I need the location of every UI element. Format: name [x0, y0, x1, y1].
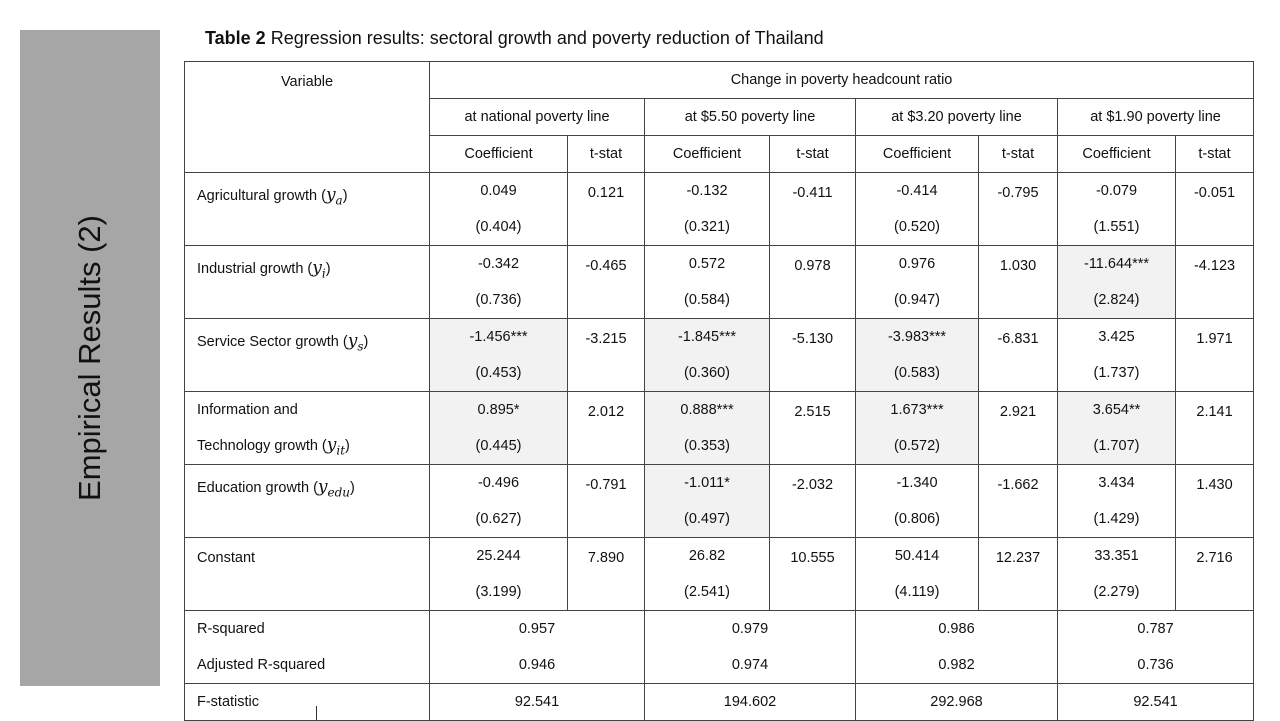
variable-label: Technology growth $(y_{it})$	[185, 428, 430, 465]
stderr-cell: (0.497)	[645, 501, 770, 538]
tstat-cell: 0.121	[568, 173, 645, 246]
stat-value: 292.968	[856, 684, 1058, 721]
stderr-cell: (0.584)	[645, 282, 770, 319]
tstat-cell: -6.831	[979, 319, 1058, 392]
table-row	[185, 246, 1254, 283]
stderr-cell: (0.360)	[645, 355, 770, 392]
coefficient-cell: 0.572	[645, 246, 770, 283]
table-row	[185, 538, 1254, 575]
stat-value: 92.541	[430, 684, 645, 721]
coefficient-header: Coefficient	[856, 136, 979, 173]
variable-symbol: $y_i$	[312, 258, 326, 281]
stderr-cell: (0.583)	[856, 355, 979, 392]
stderr-cell: (1.707)	[1058, 428, 1176, 465]
stat-row	[185, 611, 1254, 648]
coefficient-header: Coefficient	[1058, 136, 1176, 173]
stat-value: 0.736	[1058, 647, 1254, 684]
coefficient-header: Coefficient	[430, 136, 568, 173]
tstat-cell: -1.662	[979, 465, 1058, 538]
variable-symbol: $y_s$	[347, 331, 364, 354]
table-row-se	[185, 428, 1254, 465]
tstat-cell: 1.030	[979, 246, 1058, 319]
stat-value: 0.982	[856, 647, 1058, 684]
stderr-cell: (0.404)	[430, 209, 568, 246]
tstat-cell: 7.890	[568, 538, 645, 611]
poverty-line-header: at $5.50 poverty line	[645, 99, 856, 136]
coefficient-cell: 0.976	[856, 246, 979, 283]
coefficient-cell: -0.079	[1058, 173, 1176, 210]
table-row	[185, 173, 1254, 210]
tstat-cell: -0.411	[770, 173, 856, 246]
group-header: Change in poverty headcount ratio	[430, 62, 1254, 99]
variable-label: Agricultural growth $(y_a)$	[185, 173, 430, 246]
variable-header: Variable	[185, 62, 430, 173]
tstat-cell: 12.237	[979, 538, 1058, 611]
table-row	[185, 319, 1254, 356]
variable-label: Industrial growth $(y_i)$	[185, 246, 430, 319]
tstat-cell: 1.971	[1176, 319, 1254, 392]
tstat-cell: -0.795	[979, 173, 1058, 246]
stderr-cell: (0.520)	[856, 209, 979, 246]
coefficient-cell: 33.351	[1058, 538, 1176, 575]
stderr-cell: (1.429)	[1058, 501, 1176, 538]
stat-value: 0.979	[645, 611, 856, 648]
poverty-line-header: at national poverty line	[430, 99, 645, 136]
variable-symbol: $y_a$	[325, 185, 343, 208]
table-row	[185, 392, 1254, 429]
stat-value: 0.974	[645, 647, 856, 684]
tstat-cell: 10.555	[770, 538, 856, 611]
stderr-cell: (1.737)	[1058, 355, 1176, 392]
regression-table	[184, 61, 1254, 721]
coefficient-cell: 0.895*	[430, 392, 568, 429]
tstat-cell: -2.032	[770, 465, 856, 538]
caption-label: Table 2	[205, 28, 266, 48]
stat-label: F-statistic	[185, 684, 430, 721]
variable-label: Education growth $(y_{edu})$	[185, 465, 430, 538]
stderr-cell: (4.119)	[856, 574, 979, 611]
coefficient-cell: 3.425	[1058, 319, 1176, 356]
poverty-line-header: at $3.20 poverty line	[856, 99, 1058, 136]
stat-value: 92.541	[1058, 684, 1254, 721]
stat-value: 0.787	[1058, 611, 1254, 648]
stat-value: 194.602	[645, 684, 856, 721]
stderr-cell: (0.321)	[645, 209, 770, 246]
tstat-cell: 2.921	[979, 392, 1058, 465]
stderr-cell: (0.453)	[430, 355, 568, 392]
stderr-cell: (0.445)	[430, 428, 568, 465]
coefficient-cell: 25.244	[430, 538, 568, 575]
tstat-cell: -4.123	[1176, 246, 1254, 319]
table-caption	[205, 28, 824, 49]
coefficient-cell: 0.888***	[645, 392, 770, 429]
coefficient-cell: -0.496	[430, 465, 568, 502]
coefficient-cell: -0.414	[856, 173, 979, 210]
coefficient-cell: 0.049	[430, 173, 568, 210]
stderr-cell: (0.572)	[856, 428, 979, 465]
stat-label: R-squared	[185, 611, 430, 648]
coefficient-cell: -1.845***	[645, 319, 770, 356]
coefficient-cell: -0.132	[645, 173, 770, 210]
coefficient-cell: -3.983***	[856, 319, 979, 356]
caption-text: Regression results: sectoral growth and poverty reduction of Thailand	[265, 28, 824, 48]
stat-value: 0.957	[430, 611, 645, 648]
tstat-cell: 0.978	[770, 246, 856, 319]
tstat-cell: -0.791	[568, 465, 645, 538]
coefficient-header: Coefficient	[645, 136, 770, 173]
coefficient-cell: 50.414	[856, 538, 979, 575]
tstat-cell: -3.215	[568, 319, 645, 392]
header-row	[185, 62, 1254, 99]
tstat-cell: 2.141	[1176, 392, 1254, 465]
variable-symbol: $y_{edu}$	[317, 477, 351, 500]
table-row	[185, 465, 1254, 502]
tstat-cell: -5.130	[770, 319, 856, 392]
stat-row	[185, 684, 1254, 721]
poverty-line-header: at $1.90 poverty line	[1058, 99, 1254, 136]
stderr-cell: (2.279)	[1058, 574, 1176, 611]
coefficient-cell: -1.011*	[645, 465, 770, 502]
coefficient-cell: -0.342	[430, 246, 568, 283]
stat-value: 0.986	[856, 611, 1058, 648]
tstat-header: t-stat	[770, 136, 856, 173]
stderr-cell: (3.199)	[430, 574, 568, 611]
tstat-cell: -0.465	[568, 246, 645, 319]
tstat-header: t-stat	[568, 136, 645, 173]
coefficient-cell: 1.673***	[856, 392, 979, 429]
tstat-cell: 2.716	[1176, 538, 1254, 611]
coefficient-cell: -1.456***	[430, 319, 568, 356]
stderr-cell: (0.947)	[856, 282, 979, 319]
divider-line	[316, 706, 317, 720]
coefficient-cell: -1.340	[856, 465, 979, 502]
stderr-cell: (0.806)	[856, 501, 979, 538]
tstat-header: t-stat	[979, 136, 1058, 173]
stderr-cell: (0.627)	[430, 501, 568, 538]
stderr-cell: (2.824)	[1058, 282, 1176, 319]
coefficient-cell: -11.644***	[1058, 246, 1176, 283]
variable-label-line1: Information and	[185, 392, 430, 429]
tstat-cell: 2.515	[770, 392, 856, 465]
coefficient-cell: 26.82	[645, 538, 770, 575]
tstat-header: t-stat	[1176, 136, 1254, 173]
stderr-cell: (1.551)	[1058, 209, 1176, 246]
tstat-cell: -0.051	[1176, 173, 1254, 246]
stat-row	[185, 647, 1254, 684]
variable-label: Service Sector growth $(y_s)$	[185, 319, 430, 392]
stat-label: Adjusted R-squared	[185, 647, 430, 684]
coefficient-cell: 3.654**	[1058, 392, 1176, 429]
variable-label: Constant	[185, 538, 430, 611]
tstat-cell: 2.012	[568, 392, 645, 465]
slide-title: Empirical Results (2)	[72, 215, 107, 501]
stat-value: 0.946	[430, 647, 645, 684]
stderr-cell: (0.353)	[645, 428, 770, 465]
stderr-cell: (2.541)	[645, 574, 770, 611]
variable-symbol: $y_{it}$	[326, 434, 346, 458]
tstat-cell: 1.430	[1176, 465, 1254, 538]
coefficient-cell: 3.434	[1058, 465, 1176, 502]
stderr-cell: (0.736)	[430, 282, 568, 319]
